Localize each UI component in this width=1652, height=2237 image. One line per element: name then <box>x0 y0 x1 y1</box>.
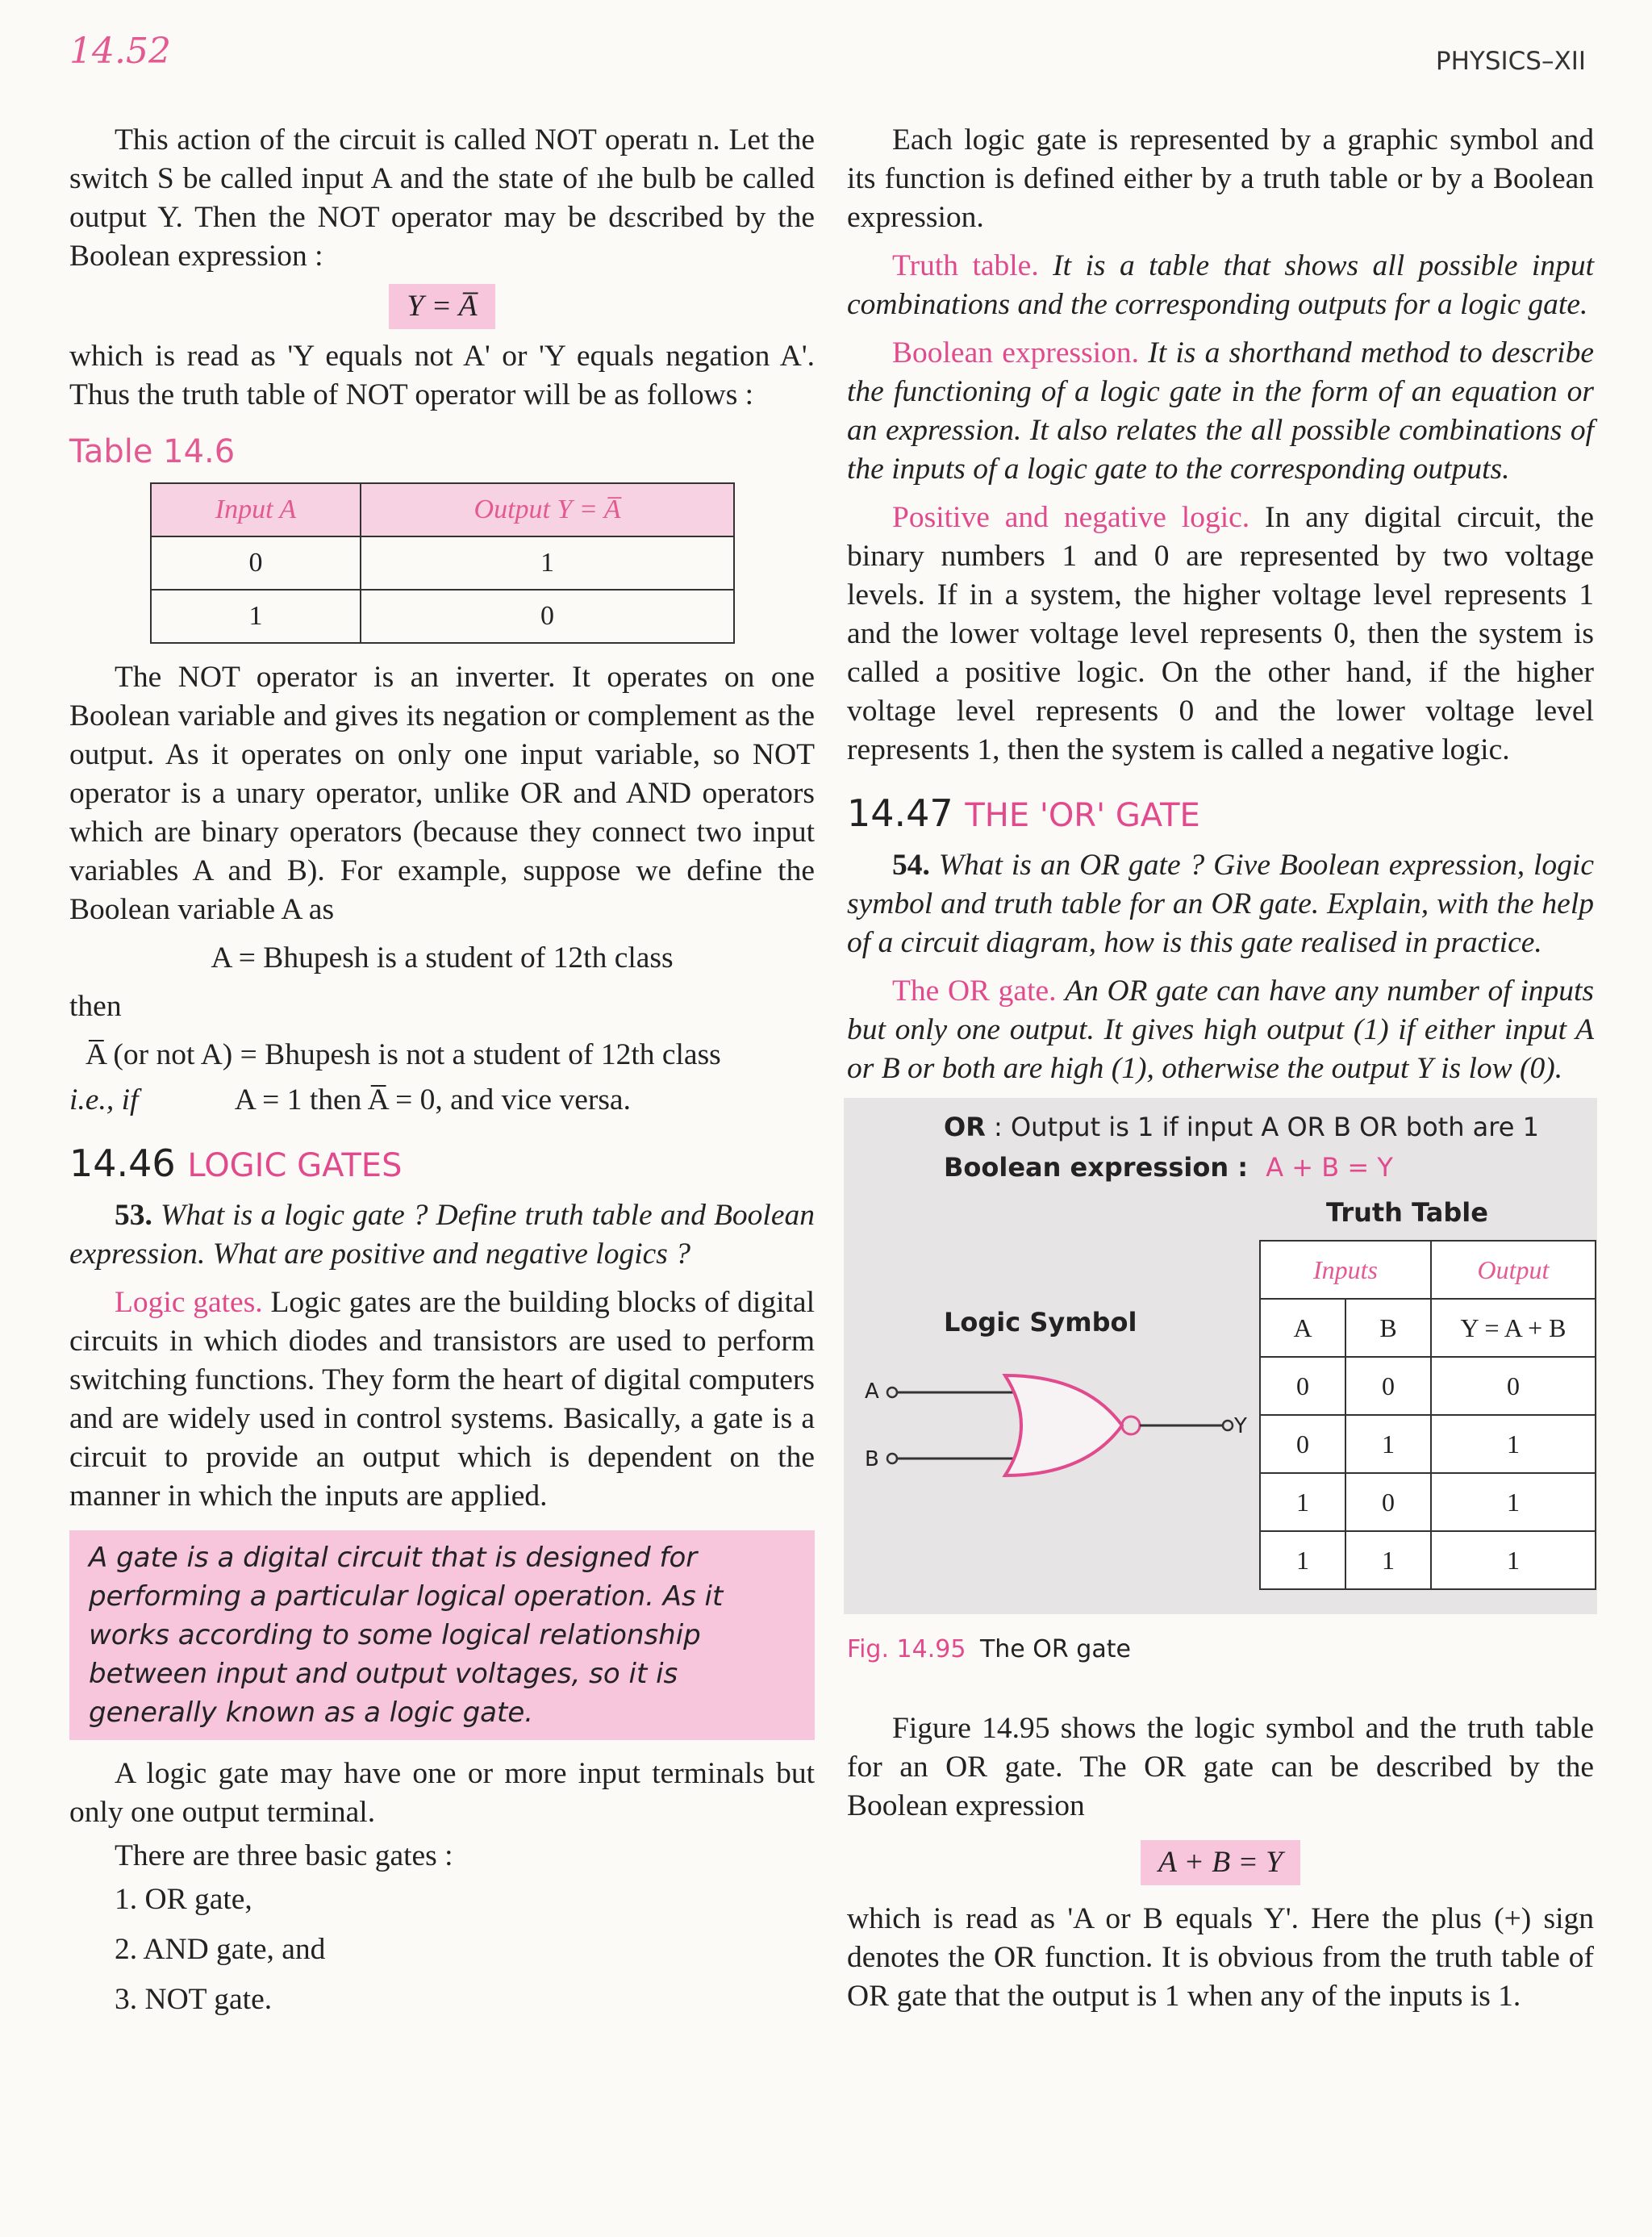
table-cell: 1 <box>1345 1415 1431 1473</box>
question-54: What is an OR gate ? Give Boolean expression, logic symbol and truth table for an OR gate. Explain, with the help of a circuit diagram, how is this gate realised in practice. <box>847 849 1594 959</box>
term-boolean-expression: Boolean expression. <box>892 336 1139 369</box>
term-positive-negative-logic: Positive and negative logic. <box>892 501 1250 534</box>
list-item: 3. NOT gate. <box>115 1983 273 2016</box>
example-line: A̅ (or not A) = Bhupesh is not a student of 12th class <box>86 1038 721 1071</box>
term-logic-gates: Logic gates. <box>115 1286 263 1319</box>
definition-box: A gate is a digital circuit that is designed for performing a particular logical operation. As it works according to some logical relationship between input and output voltages, so it is generally known as a logic gate. <box>69 1530 815 1740</box>
boolean-expression-value: A + B = Y <box>1266 1152 1393 1183</box>
paragraph-terminals: A logic gate may have one or more input terminals but only one output terminal. <box>69 1757 815 1829</box>
table-cell: 0 <box>361 590 734 643</box>
table-header: B <box>1345 1299 1431 1357</box>
table-cell: 1 <box>1431 1473 1596 1531</box>
example-lead: i.e., if <box>69 1083 139 1116</box>
table-header: Inputs <box>1260 1241 1431 1299</box>
figure-number: Fig. 14.95 <box>847 1635 966 1663</box>
example-line: A = Bhupesh is a student of 12th class <box>211 941 674 975</box>
section-number: 14.46 <box>69 1141 176 1185</box>
example-then: then <box>69 990 122 1023</box>
question-number: 53. <box>115 1199 152 1232</box>
table-row <box>1260 1357 1596 1415</box>
table-cell: 0 <box>1260 1357 1345 1415</box>
paragraph-logic-gates: Logic gates are the building blocks of digital circuits in which diodes and transistors are used to perform switching functions. They form the heart of digital computers and are widely used in control systems. Basically, a gate is a circuit to provide an output which is dependent on the manner in which the inputs are applied. <box>69 1286 815 1513</box>
page-number: 14.52 <box>69 31 171 72</box>
input-b-label: B <box>865 1447 879 1471</box>
section-number: 14.47 <box>847 791 953 835</box>
or-truth-table <box>1259 1240 1596 1590</box>
not-truth-table <box>150 482 735 644</box>
table-header: Output <box>1431 1241 1596 1299</box>
question-53: What is a logic gate ? Define truth table and Boolean expression. What are positive and negative logics ? <box>69 1199 815 1271</box>
table-cell: 1 <box>151 590 361 643</box>
table-row <box>151 590 734 643</box>
paragraph-not-read: which is read as 'Y equals not A' or 'Y equals negation A'. Thus the truth table of NOT operator will be as follows : <box>69 340 815 411</box>
list-item: 2. AND gate, and <box>115 1933 326 1966</box>
section-heading-14-47 <box>847 791 1594 835</box>
table-cell: 1 <box>1345 1531 1431 1589</box>
term-or-gate: The OR gate. <box>892 975 1057 1008</box>
term-truth-table: Truth table. <box>892 249 1039 282</box>
definition-boolean-expression: It is a shorthand method to describe the functioning of a logic gate in the form of an equation or an expression. It also relates the all possible combinations of the inputs of a logic gate to the corresponding outputs. <box>847 336 1594 486</box>
table-cell: 0 <box>1345 1473 1431 1531</box>
table-cell: 1 <box>1260 1531 1345 1589</box>
or-label: OR <box>944 1112 986 1142</box>
definition-truth-table: It is a table that shows all possible input combinations and the corresponding outputs for a logic gate. <box>847 249 1595 321</box>
section-title: THE 'OR' GATE <box>965 797 1200 834</box>
table-row <box>1260 1415 1596 1473</box>
list-item: 1. OR gate, <box>115 1883 252 1916</box>
table-cell: 0 <box>1345 1357 1431 1415</box>
table-cell: 1 <box>1260 1473 1345 1531</box>
table-header: A <box>1260 1299 1345 1357</box>
boolean-expression-label: Boolean expression : <box>944 1152 1249 1183</box>
paragraph-or-read: which is read as 'A or B equals Y'. Here the plus (+) sign denotes the OR function. It is obvious from the truth table of OR gate that the output is 1 when any of the inputs is 1. <box>847 1902 1594 2013</box>
table-cell: 0 <box>1431 1357 1596 1415</box>
table-cell: 1 <box>1431 1415 1596 1473</box>
section-heading-14-46 <box>69 1141 815 1185</box>
table-cell: 1 <box>361 536 734 590</box>
paragraph-figure-description: Figure 14.95 shows the logic symbol and the truth table for an OR gate. The OR gate can be described by the Boolean expression <box>847 1712 1594 1822</box>
running-head: PHYSICS–XII <box>1435 47 1586 76</box>
question-number: 54. <box>892 849 930 882</box>
or-rule: : Output is 1 if input A OR B OR both are 1 <box>994 1112 1539 1142</box>
or-gate-figure <box>844 1098 1597 1614</box>
table-row <box>1260 1531 1596 1589</box>
table-caption: Table 14.6 <box>69 433 236 470</box>
paragraph-not-operator: This action of the circuit is called NOT operatı n. Let the switch S be called input A and the state of ıhe bulb be called output Y. Then the NOT operator may be dεscribed by the Boolean expression : <box>69 123 815 273</box>
table-row <box>1260 1473 1596 1531</box>
equation-not: Y = A̅ <box>389 284 494 329</box>
or-gate-symbol-icon <box>844 1340 1247 1501</box>
figure-caption <box>847 1630 1594 1669</box>
table-header: Y = A + B <box>1431 1299 1596 1357</box>
output-y-label: Y <box>1234 1414 1247 1438</box>
example-line: A = 1 then A̅ = 0, and vice versa. <box>234 1083 631 1116</box>
paragraph-positive-negative-logic: In any digital circuit, the binary numbers 1 and 0 are represented by two voltage levels. If in a system, the higher voltage level represents 1 and the lower voltage level represents 0, then the system is called a positive logic. On the other hand, if the higher voltage level represents 0 and the lower voltage level represents 1, then the system is called a negative logic. <box>847 501 1595 766</box>
table-cell: 0 <box>151 536 361 590</box>
paragraph-basic-gates: There are three basic gates : <box>115 1839 453 1872</box>
logic-symbol-label: Logic Symbol <box>944 1307 1137 1338</box>
equation-or: A + B = Y <box>1141 1840 1300 1885</box>
figure-title: The OR gate <box>979 1635 1131 1663</box>
input-a-label: A <box>865 1379 879 1404</box>
table-cell: 0 <box>1260 1415 1345 1473</box>
table-cell: 1 <box>1431 1531 1596 1589</box>
table-header: Input A <box>151 483 361 536</box>
section-title: LOGIC GATES <box>187 1147 403 1184</box>
table-row <box>151 536 734 590</box>
left-column <box>69 121 815 2019</box>
paragraph-inverter: The NOT operator is an inverter. It operates on one Boolean variable and gives its negation or complement as the output. As it operates on only one input variable, so NOT operator is a unary operator, unlike OR and AND operators which are binary operators (because they connect two input variables A and B). For example, suppose we define the Boolean variable A as <box>69 661 815 926</box>
right-column <box>847 121 1594 2016</box>
paragraph-or-gate: An OR gate can have any number of inputs but only one output. It gives high output (1) if either input A or B or both are high (1), otherwise the output Y is low (0). <box>847 975 1595 1085</box>
table-header: Output Y = A̅ <box>361 483 734 536</box>
truth-table-title: Truth Table <box>1326 1197 1488 1228</box>
paragraph-graphic-symbol: Each logic gate is represented by a graphic symbol and its function is defined either by a truth table or by a Boolean expression. <box>847 123 1594 234</box>
